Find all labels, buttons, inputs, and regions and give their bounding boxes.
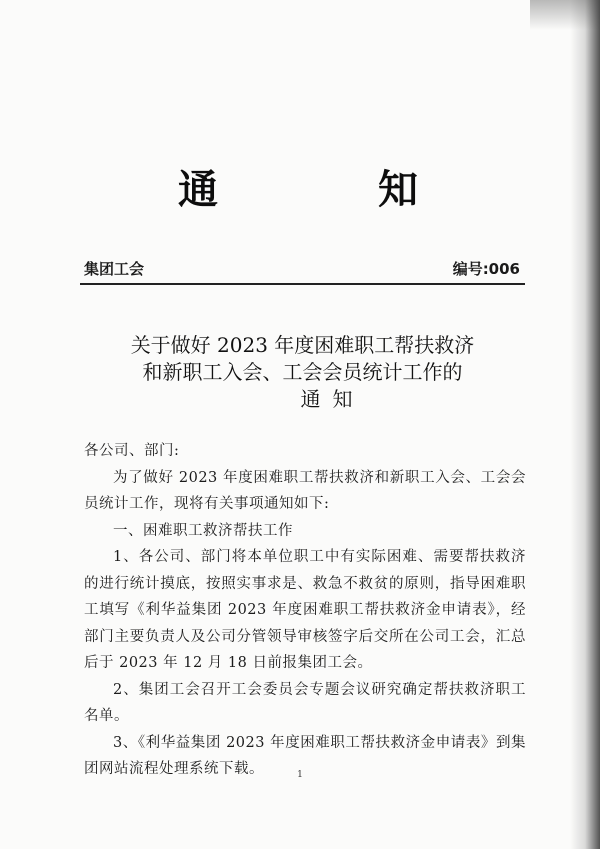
- scan-edge-shadow: [570, 0, 600, 849]
- document-title-line-3: 通知: [300, 387, 365, 411]
- paragraph-item-3: 3、《利华益集团 2023 年度困难职工帮扶救济金申请表》到集团网站流程处理系统下载。: [84, 734, 526, 777]
- document-title: [80, 332, 525, 413]
- notice-heading-char-1: 通: [178, 166, 218, 213]
- section-heading: 一、困难职工救济帮扶工作: [113, 522, 293, 539]
- salutation: 各公司、部门:: [84, 443, 180, 459]
- page-number: 1: [297, 770, 303, 780]
- issuer-name: 集团工会: [84, 260, 145, 278]
- document-title-line-2: 和新职工入会、工会会员统计工作的: [142, 360, 463, 384]
- document-title-line-1: 关于做好 2023 年度困难职工帮扶救济: [130, 333, 475, 357]
- scan-corner-shadow: [530, 0, 600, 30]
- document-number: 编号:006: [452, 260, 520, 278]
- notice-heading-char-2: 知: [378, 166, 418, 213]
- paragraph-item-2: 2、集团工会召开工会委员会专题会议研究确定帮扶救济职工名单。: [84, 681, 526, 724]
- document-body: [84, 438, 526, 783]
- issuer-row: [84, 258, 520, 280]
- notice-heading: [0, 158, 600, 218]
- header-divider: [80, 283, 525, 285]
- paragraph-item-1: 1、各公司、部门将本单位职工中有实际困难、需要帮扶救济的进行统计摸底，按照实事求是、救急不救贫的原则，指导困难职工填写《利华益集团 2023 年度困难职工帮扶救济金申请表》，经部门主要负责人及公司分管领导审核签字后交所在公司工会，汇总后于 2023 年 12 月 18 日前报集团工会。: [84, 549, 526, 671]
- intro-paragraph: 为了做好 2023 年度困难职工帮扶救济和新职工入会、工会会员统计工作，现将有关事项通知如下:: [84, 469, 526, 512]
